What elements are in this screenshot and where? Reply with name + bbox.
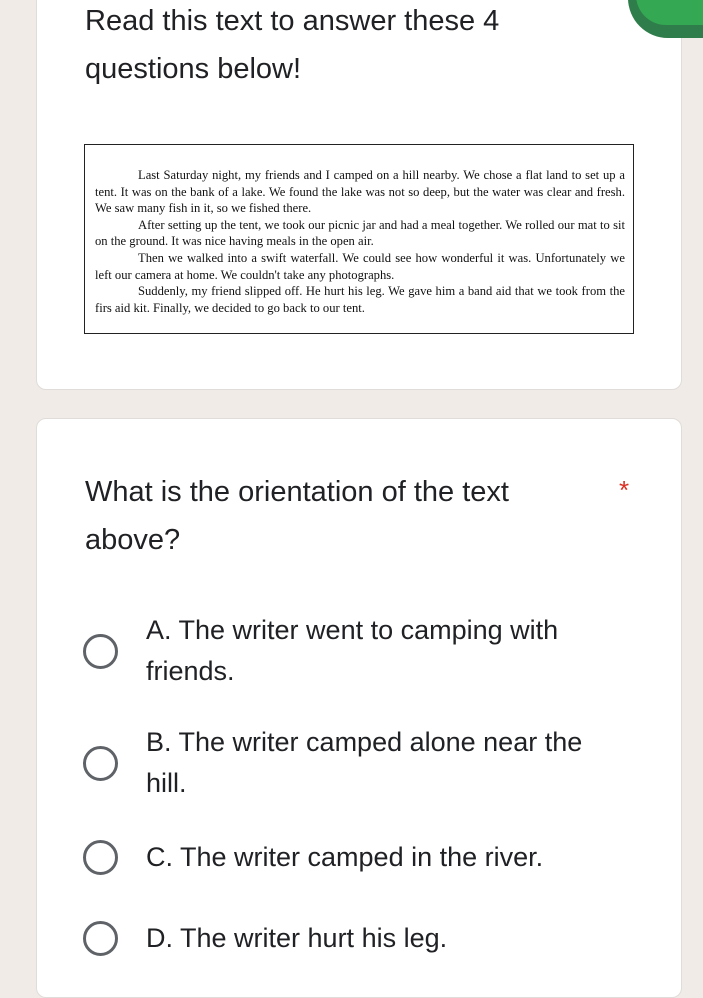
question-title: What is the orientation of the text above? — [85, 476, 509, 556]
required-asterisk: * — [619, 475, 630, 505]
radio-button-c[interactable] — [83, 840, 118, 875]
option-b[interactable] — [80, 722, 640, 804]
passage-paragraph-1: Last Saturday night, my friends and I camped on a hill nearby. We chose a flat land to set up a tent. It was on the bank of a lake. We found the lake was not so deep, but the water was clear and fresh. We saw many fish in it, so we fished there. — [95, 168, 625, 216]
reading-passage — [84, 144, 634, 334]
option-c[interactable] — [80, 837, 640, 878]
option-d-label[interactable]: D. The writer hurt his leg. — [146, 923, 448, 953]
option-c-label[interactable]: C. The writer camped in the river. — [146, 842, 544, 872]
passage-paragraph-3: Then we walked into a swift waterfall. We could see how wonderful it was. Unfortunately we left our camera at home. We couldn't take any photographs. — [95, 250, 625, 282]
option-b-label[interactable]: B. The writer camped alone near the hill. — [146, 727, 583, 798]
radio-button-a[interactable] — [83, 634, 118, 669]
radio-button-d[interactable] — [83, 921, 118, 956]
option-d[interactable] — [80, 918, 640, 959]
option-a[interactable] — [80, 610, 640, 692]
option-a-label[interactable]: A. The writer went to camping with friends. — [146, 615, 559, 686]
radio-button-b[interactable] — [83, 746, 118, 781]
passage-paragraph-2: After setting up the tent, we took our picnic jar and had a meal together. We rolled our mat to sit on the ground. It was nice having meals in the open air. — [95, 217, 625, 249]
intro-heading: Read this text to answer these 4 questions below! — [85, 5, 500, 85]
passage-paragraph-4: Suddenly, my friend slipped off. He hurt his leg. We gave him a band aid that we took from the firs aid kit. Finally, we decided to go back to our tent. — [95, 284, 625, 315]
